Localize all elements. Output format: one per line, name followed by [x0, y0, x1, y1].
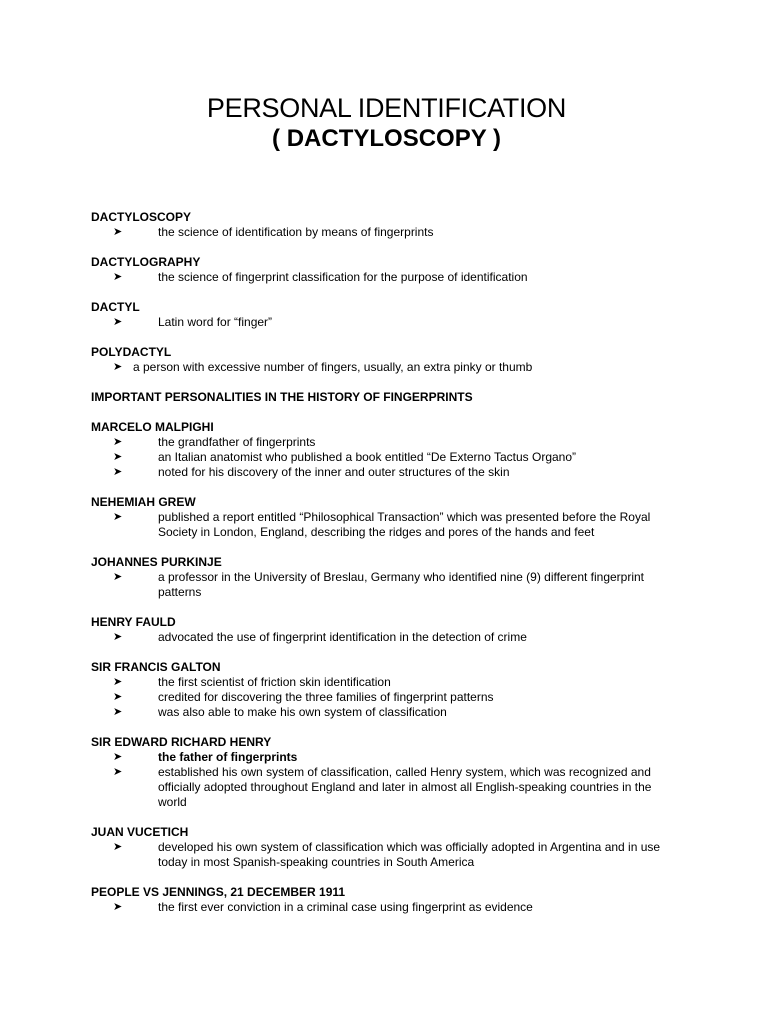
list-item — [91, 510, 682, 540]
arrow-bullet-icon: ➤ — [113, 226, 123, 238]
bullet-text: noted for his discovery of the inner and outer structures of the skin — [158, 465, 510, 479]
list-item — [91, 435, 682, 450]
bullet-text: a professor in the University of Breslau, Germany who identified nine (9) different fingerprint patterns — [158, 570, 645, 599]
history-heading: IMPORTANT PERSONALITIES IN THE HISTORY OF FINGERPRINTS — [91, 390, 473, 404]
list-item — [91, 705, 682, 720]
list-item — [91, 900, 682, 915]
list-item — [91, 675, 682, 690]
person-grew — [91, 495, 682, 540]
arrow-bullet-icon: ➤ — [113, 676, 123, 688]
person-name: JOHANNES PURKINJE — [91, 555, 222, 569]
bullet-text: was also able to make his own system of classification — [158, 705, 447, 719]
case-people-vs-jennings — [91, 885, 682, 915]
list-item — [91, 360, 682, 375]
person-galton — [91, 660, 682, 720]
arrow-bullet-icon: ➤ — [113, 466, 123, 478]
arrow-bullet-icon: ➤ — [113, 451, 123, 463]
term-title: DACTYL — [91, 300, 140, 314]
person-henry — [91, 735, 682, 810]
arrow-bullet-icon: ➤ — [113, 361, 123, 373]
list-item — [91, 315, 682, 330]
list-item — [91, 765, 682, 810]
arrow-bullet-icon: ➤ — [113, 706, 123, 718]
list-item — [91, 465, 682, 480]
person-fauld — [91, 615, 682, 645]
bullet-text: credited for discovering the three families of fingerprint patterns — [158, 690, 494, 704]
arrow-bullet-icon: ➤ — [113, 691, 123, 703]
arrow-bullet-icon: ➤ — [113, 571, 123, 583]
bullet-text: established his own system of classification, called Henry system, which was recognized and officially adopted throughout England and later in almost all English-speaking countries in the world — [158, 765, 652, 809]
list-item — [91, 225, 682, 240]
person-name: JUAN VUCETICH — [91, 825, 189, 839]
person-purkinje — [91, 555, 682, 600]
arrow-bullet-icon: ➤ — [113, 901, 123, 913]
definition-dactyl — [91, 300, 682, 330]
bullet-text: Latin word for “finger” — [158, 315, 273, 329]
person-name: HENRY FAULD — [91, 615, 176, 629]
page-title: PERSONAL IDENTIFICATION — [206, 93, 567, 123]
list-item — [91, 630, 682, 645]
bullet-text: the first scientist of friction skin identification — [158, 675, 391, 689]
list-item — [91, 840, 682, 870]
bullet-text: the grandfather of fingerprints — [158, 435, 316, 449]
list-item — [91, 450, 682, 465]
person-name: SIR FRANCIS GALTON — [91, 660, 221, 674]
bullet-text: developed his own system of classification which was officially adopted in Argentina and in use today in most Spanish-speaking countries in South America — [158, 840, 661, 869]
bullet-text: advocated the use of fingerprint identification in the detection of crime — [158, 630, 527, 644]
arrow-bullet-icon: ➤ — [113, 511, 123, 523]
arrow-bullet-icon: ➤ — [113, 316, 123, 328]
person-name: SIR EDWARD RICHARD HENRY — [91, 735, 272, 749]
person-malpighi — [91, 420, 682, 480]
person-vucetich — [91, 825, 682, 870]
case-name: PEOPLE VS JENNINGS, 21 DECEMBER 1911 — [91, 885, 346, 899]
list-item — [91, 750, 682, 765]
bullet-text: the science of identification by means of fingerprints — [158, 225, 434, 239]
definition-polydactyl — [91, 345, 682, 375]
arrow-bullet-icon: ➤ — [113, 841, 123, 853]
definition-dactylography — [91, 255, 682, 285]
term-title: DACTYLOGRAPHY — [91, 255, 201, 269]
bullet-text: the father of fingerprints — [158, 750, 298, 764]
arrow-bullet-icon: ➤ — [113, 631, 123, 643]
arrow-bullet-icon: ➤ — [113, 751, 123, 763]
page-subtitle: ( DACTYLOSCOPY ) — [272, 125, 501, 152]
person-name: MARCELO MALPIGHI — [91, 420, 214, 434]
definition-dactyloscopy — [91, 210, 682, 240]
list-item — [91, 270, 682, 285]
arrow-bullet-icon: ➤ — [113, 766, 123, 778]
bullet-text: the science of fingerprint classification for the purpose of identification — [158, 270, 528, 284]
term-title: DACTYLOSCOPY — [91, 210, 192, 224]
bullet-text: published a report entitled “Philosophical Transaction” which was presented before the Royal Society in London, England, describing the ridges and pores of the hands and feet — [158, 510, 651, 539]
bullet-text: the first ever conviction in a criminal case using fingerprint as evidence — [158, 900, 533, 914]
arrow-bullet-icon: ➤ — [113, 271, 123, 283]
list-item — [91, 570, 682, 600]
term-title: POLYDACTYL — [91, 345, 172, 359]
arrow-bullet-icon: ➤ — [113, 436, 123, 448]
bullet-text: a person with excessive number of fingers, usually, an extra pinky or thumb — [133, 360, 533, 374]
bullet-text: an Italian anatomist who published a book entitled “De Externo Tactus Organo” — [158, 450, 577, 464]
list-item — [91, 690, 682, 705]
person-name: NEHEMIAH GREW — [91, 495, 196, 509]
